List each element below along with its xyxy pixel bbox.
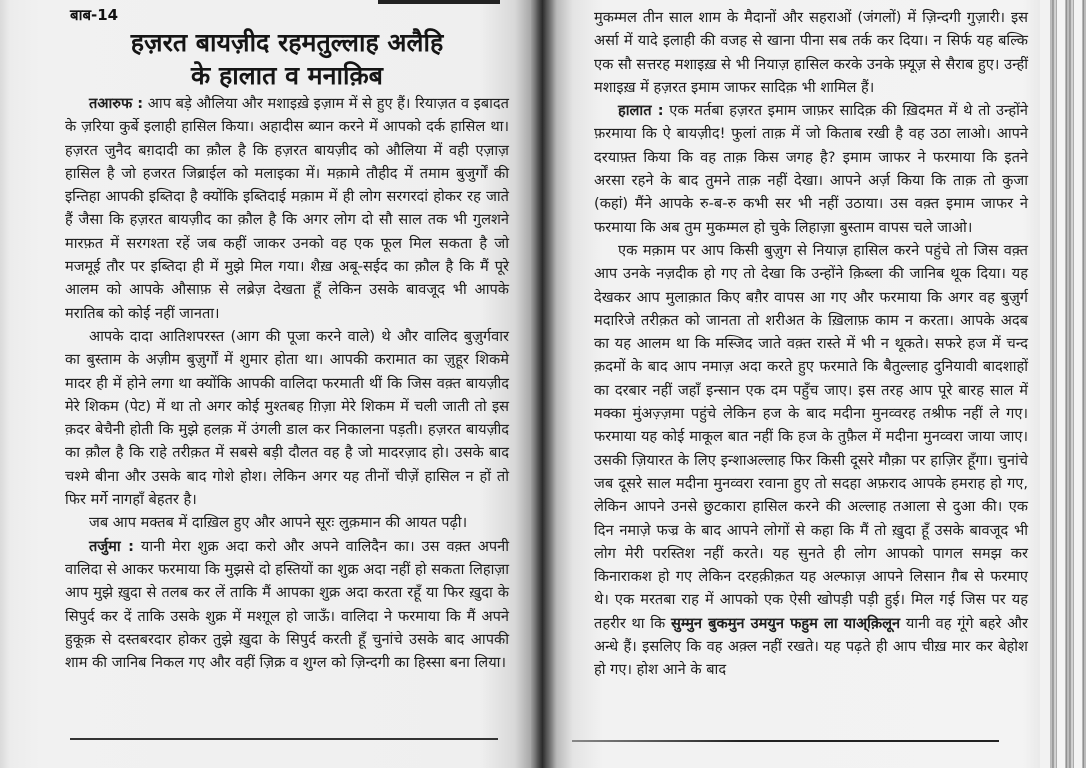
title-line-2: के हालात व मनाक़िब	[191, 61, 383, 90]
right-page	[543, 0, 1086, 768]
footer-rule	[572, 740, 999, 742]
paragraph-text: जब आप मक्तब में दाख़िल हुए और आपने सूरः लुक़मान की आयत पढ़ी।	[89, 514, 468, 532]
paragraph-label: हालात :	[618, 102, 664, 120]
footer-rule	[70, 738, 498, 740]
paragraph-maktab	[65, 511, 509, 534]
header-rule	[378, 0, 500, 4]
paragraph-text: एक मक़ाम पर आप किसी बुज़ुग से नियाज़ हासिल करने पहुंचे तो जिस वक़्त आप उनके नज़दीक हो गए तो देखा कि उन्होंने क़िब्ला की जानिब थूक दिया। यह देखकर आप मुलाक़ात किए बग़ैर वापस आ गए और फरमाया कि अगर वह बुज़ुर्ग मदारिजे तरीक़त को जानता तो शरीअत के ख़िलाफ़ काम न करता। आपके अदब का यह आलम था कि मस्जिद जाते वक़्त रास्ते में भी न थूकते। सफरे हज में चन्द क़दमों के बाद आप नमाज़ अदा करते हुए फरमाते कि बैतुल्लाह दुनियावी बादशाहों का दरबार नहीं जहाँ इन्सान एक दम पहुँच जाए। इस तरह आप पूरे बारह साल में मक्का मुंअज़्ज़मा पहुंचे लेकिन हज के बाद मदीना मुनव्वरह तश्रीफ नहीं ले गए। फरमाया यह कोई माकूल बात नहीं कि हज के तुफ़ैल में मदीना मुनव्वरा जाया जाए। उसकी ज़ियारत के लिए इन्शाअल्लाह फिर किसी दूसरे मौक़ा पर हाज़िर हूँगा। चुनांचे जब दूसरे साल मदीना मुनव्वरा रवाना हुए तो सदहा अफ़राद आपके हमराह हो गए, लेकिन आपने उनसे छुटकारा हासिल करने की अल्लाह तआला से दुआ की। एक दिन नमाज़े फज्र के बाद आपने लोगों से कहा कि मैं तो ख़ुदा हूँ उसके बावजूद भी लोग मेरी परस्तिश नहीं करते। यह सुनते ही लोग आपको पागल समझ कर किनाराकश हो गए लेकिन दरहक़ीक़त यह अल्फाज़ आपने लिसान ग़ैब से फरमाए थे। एक मरतबा राह में आपको एक ऐसी खोपड़ी पड़ी हुई। मिल गई जिस पर यह तहरीर था कि	[594, 241, 1029, 632]
paragraph-continuation	[594, 6, 1028, 99]
page-edge-stack	[1040, 0, 1086, 768]
title-line-1: हज़रत बायज़ीद रहमतुल्लाह अलैहि	[130, 28, 444, 57]
paragraph-text: एक मर्तबा हज़रत इमाम जाफ़र सादिक़ की ख़िदमत में थे तो उन्होंने फ़रमाया कि ऐ बायज़ीद! फुलां ताक़ में जो किताब रखी है वह उठा लाओ। आपने दरयाफ़्त किया कि वह ताक़ किस जगह है? इमाम जाफर ने फरमाया कि इतने अरसा रहने के बाद तुमने ताक़ नहीं देखा। आपने अर्ज़ किया कि ताक़ तो कुजा (कहां) मैंने आपके रु-ब-रु कभी सर भी नहीं उठाया। उस वक़्त इमाम जाफर ने फरमाया कि अब तुम मुकम्मल हो चुके लिहाज़ा बुस्ताम वापस चले जाओ।	[594, 102, 1028, 236]
paragraph-translation	[65, 535, 509, 675]
paragraph-text: आपके दादा आतिशपरस्त (आग की पूजा करने वाले) थे और वालिद बुज़ुर्गवार का बुस्ताम के अज़ीम बुज़ुर्गों में शुमार होता था। आपकी करामात का ज़ुहूर शिकमे मादर ही में होने लगा था क्योंकि आपकी वालिदा फरमाती थीं कि जिस वक़्त बायज़ीद मेरे शिकम (पेट) में था तो अगर कोई मुश्तबह ग़िज़ा मेरे शिकम में चली जाती तो इस क़दर बेचैनी होती कि मुझे हलक़ में उंगली डाल कर निकालना पड़ती। हज़रत बायज़ीद का क़ौल है कि राहे तरीक़त में सबसे बड़ी दौलत वह है जो मादरज़ाद हो। उसके बाद चश्मे बीना और उसके बाद गोशे होश। लेकिन अगर यह तीनों चीज़ें हासिल न हों तो फिर मर्गे नागहाँ बेहतर है।	[65, 327, 509, 509]
chapter-title	[65, 26, 509, 92]
paragraph-circumstances	[594, 99, 1028, 239]
paragraph-family	[65, 325, 509, 511]
left-body-text	[65, 92, 509, 674]
paragraph-text: आप बड़े औलिया और मशाइख़े इज़ाम में से हुए हैं। रियाज़त व इबादत के ज़रिया कुर्बे इलाही हासिल किया। अहादीस ब्यान करने में आपको दर्क हासिल था। हज़रत जुनैद बग़दादी का क़ौल है कि हज़रत बायज़ीद को औलिया में वही एज़ाज़ हासिल है जो हजरत जिब्राईल को मलाइका में। मक़ामे तौहीद में तमाम बुजुर्गों की इन्तिहा आपकी इब्तिदा है क्योंकि इब्तिदाई मक़ाम में ही लोग सरगरदां होकर रह जाते हैं जैसा कि हज़रत बायज़ीद का क़ौल है कि अगर लोग दो सौ साल तक भी गुलशने मारफ़त में सरगश्ता रहें जब कहीं जाकर उनको वह एक फूल मिल सकता है जो मजमूई तौर पर इब्तिदा ही में मुझे मिल गया। शैख़ अबू-सईद का क़ौल है कि मैं पूरे आलम को आपके औसाफ़ से लब्रेज़ देखता हूँ लेकिन उसके बावजूद भी आपके मरातिब को कोई नहीं जानता।	[65, 95, 509, 322]
paragraph-introduction	[65, 92, 509, 325]
paragraph-text: मुकम्मल तीन साल शाम के मैदानों और सहराओं (जंगलों) में ज़िन्दगी गुज़ारी। इस अर्सा में यादे इलाही की वजह से खाना पीना सब तर्क कर दिया। न सिर्फ यह बल्कि एक सौ सत्तरह मशाइख़ से भी नियाज़ हासिल करके उनके फ़्यूज़ से सैराब हुए। उन्हीं मशाइख़ में हज़रत इमाम जाफर सादिक़ भी शामिल हैं।	[594, 9, 1028, 96]
paragraph-text: यानी वह गूंगे बहरे और अन्धे हैं। इसलिए कि वह अक़्ल नहीं रखते। यह पढ़ते ही आप चीख़ मार कर बेहोश हो गए। होश आने के बाद	[594, 614, 1028, 679]
paragraph-label: तर्जुमा :	[89, 537, 134, 555]
quoted-verse: सुम्मुन बुकमुन उमयुन फहुम ला याअ्क़िलून	[670, 614, 901, 632]
paragraph-text: यानी मेरा शुक्र अदा करो और अपने वालिदैन का। उस वक़्त अपनी वालिदा से आकर फरमाया कि मुझसे दो हस्तियों का शुक्र अदा नहीं हो सकता लिहाज़ा आप मुझे ख़ुदा से तलब कर लें ताकि मैं आपका शुक्र अदा करता रहूँ या फिर ख़ुदा के सिपुर्द कर दें ताकि उसके शुक्र में मश्ग़ूल हो जाऊँ। वालिदा ने फरमाया कि मैं अपने हुकूक़ से दस्तबरदार होकर तुझे ख़ुदा के सिपुर्द करती हूँ चुनांचे उसके बाद आपकी शाम की जानिब निकल गए और वहीं ज़िक्र व शुग्ल को ज़िन्दगी का हिस्सा बना लिया।	[65, 537, 510, 672]
paragraph-travels	[594, 239, 1028, 682]
paragraph-label: तआरुफ :	[89, 95, 144, 112]
chapter-label: बाब-14	[70, 6, 119, 24]
right-body-text	[594, 0, 1028, 682]
